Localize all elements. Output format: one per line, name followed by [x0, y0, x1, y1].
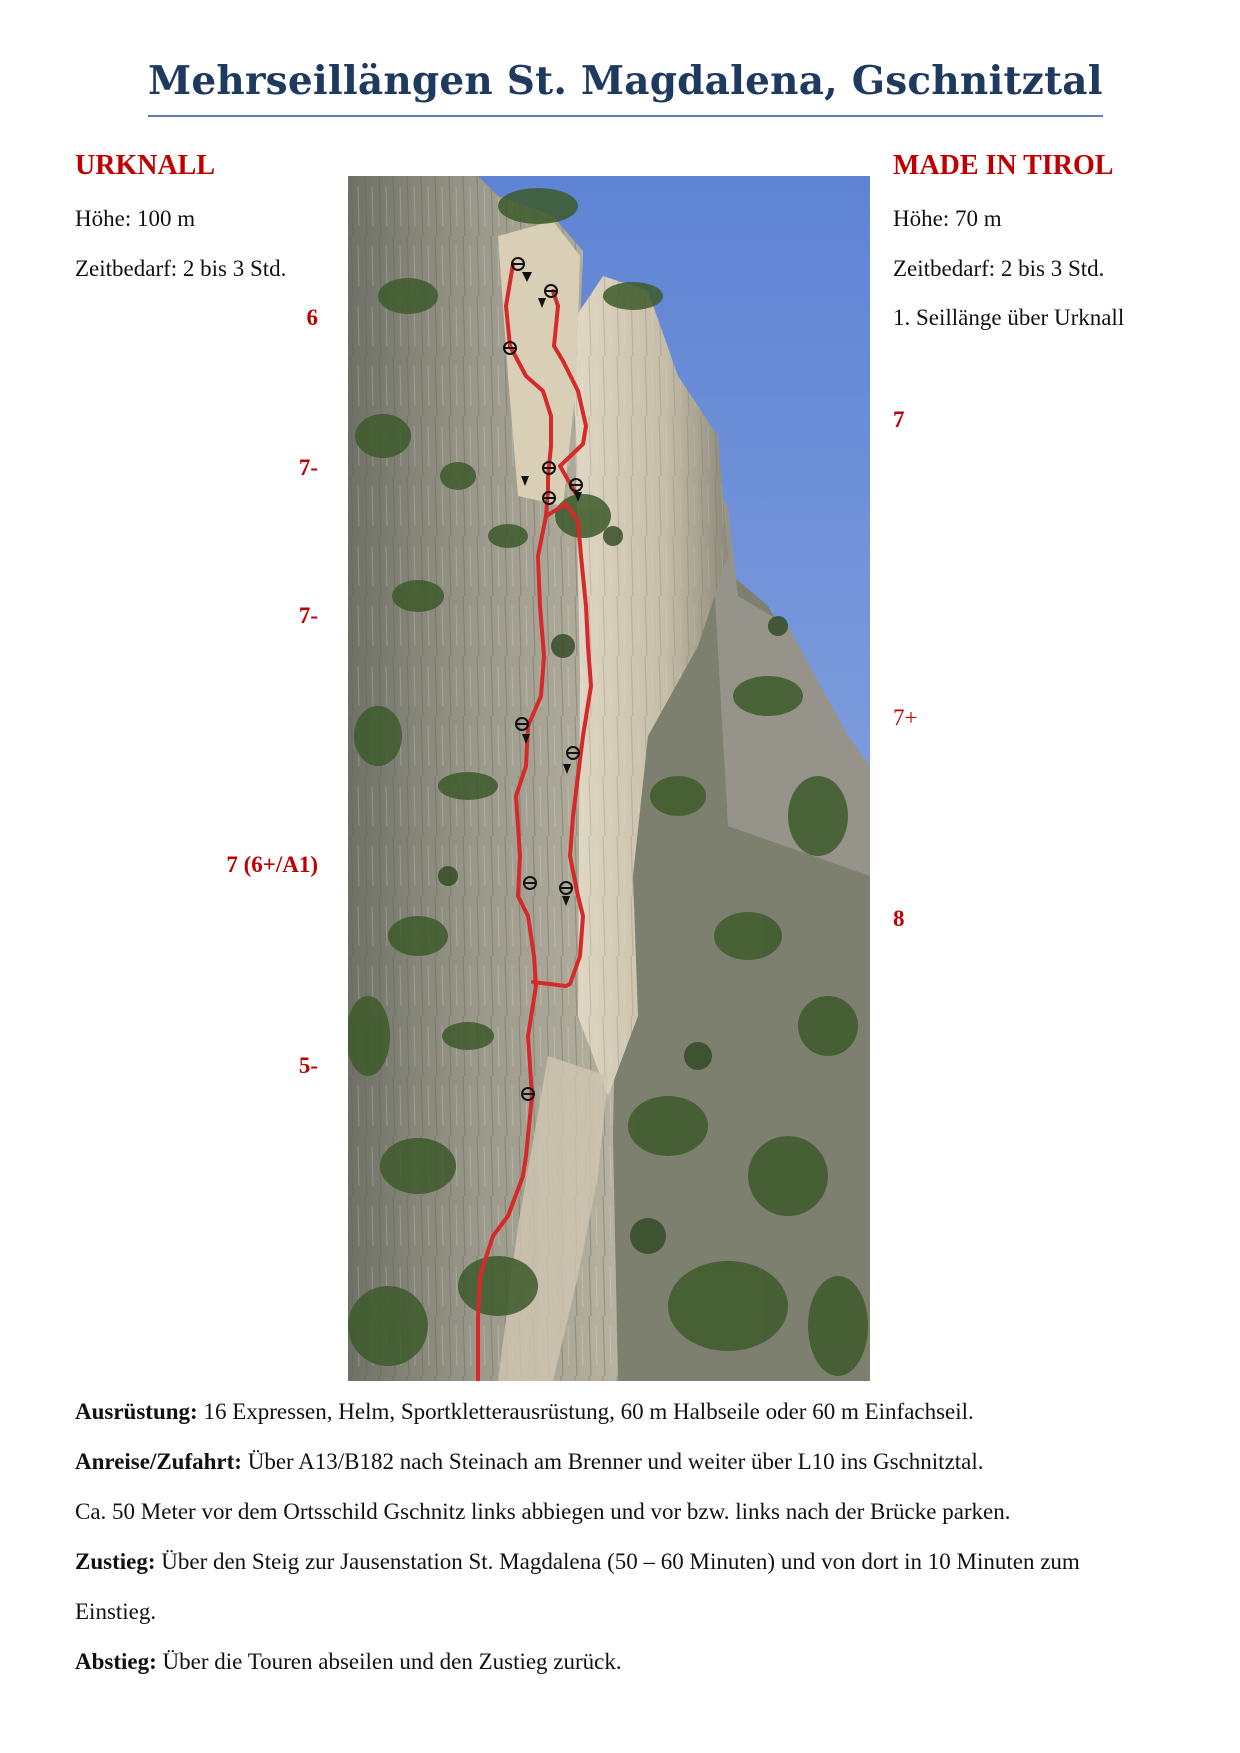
- page-title: Mehrseillängen St. Magdalena, Gschnitztal: [148, 58, 1103, 104]
- urknall-grade-pitch-1: 6: [306, 305, 318, 330]
- access-line: [75, 1448, 1185, 1476]
- descent-label: Abstieg:: [75, 1649, 157, 1674]
- descent-line: [75, 1648, 1185, 1676]
- title-underline: [148, 115, 1103, 117]
- urknall-grade-pitch-3: 7-: [298, 603, 318, 628]
- topo-photo: [348, 176, 870, 1381]
- approach-line: [75, 1548, 1185, 1576]
- urknall-grade-pitch-2: 7-: [298, 455, 318, 480]
- access-line-2: Ca. 50 Meter vor dem Ortsschild Gschnitz links abbiegen und vor bzw. links nach der Brücke parken.: [75, 1499, 1011, 1524]
- approach-text: Über den Steig zur Jausenstation St. Magdalena (50 – 60 Minuten) und von dort in 10 Minuten zum: [155, 1549, 1080, 1574]
- made-in-tirol-grade-1: 7: [893, 407, 905, 432]
- equipment-line: [75, 1398, 1185, 1426]
- urknall-grade-pitch-5: 5-: [298, 1053, 318, 1078]
- equipment-text: 16 Expressen, Helm, Sportkletterausrüstung, 60 m Halbseile oder 60 m Einfachseil.: [197, 1399, 974, 1424]
- made-in-tirol-time: Zeitbedarf: 2 bis 3 Std.: [893, 256, 1105, 281]
- access-label: Anreise/Zufahrt:: [75, 1449, 242, 1474]
- urknall-height: Höhe: 100 m: [75, 206, 196, 231]
- approach-label: Zustieg:: [75, 1549, 156, 1574]
- access-text: Über A13/B182 nach Steinach am Brenner und weiter über L10 ins Gschnitztal.: [241, 1449, 984, 1474]
- urknall-time: Zeitbedarf: 2 bis 3 Std.: [75, 256, 287, 281]
- made-in-tirol-note: 1. Seillänge über Urknall: [893, 305, 1125, 330]
- made-in-tirol-height: Höhe: 70 m: [893, 206, 1002, 231]
- made-in-tirol-grade-3: 8: [893, 906, 905, 931]
- route-name-made-in-tirol: MADE IN TIROL: [893, 150, 1114, 181]
- approach-line-2: Einstieg.: [75, 1599, 157, 1624]
- descent-text: Über die Touren abseilen und den Zustieg zurück.: [156, 1649, 622, 1674]
- urknall-grade-pitch-4: 7 (6+/A1): [226, 852, 318, 877]
- made-in-tirol-grade-2: 7+: [893, 705, 918, 730]
- equipment-label: Ausrüstung:: [75, 1399, 198, 1424]
- route-name-urknall: URKNALL: [75, 150, 216, 181]
